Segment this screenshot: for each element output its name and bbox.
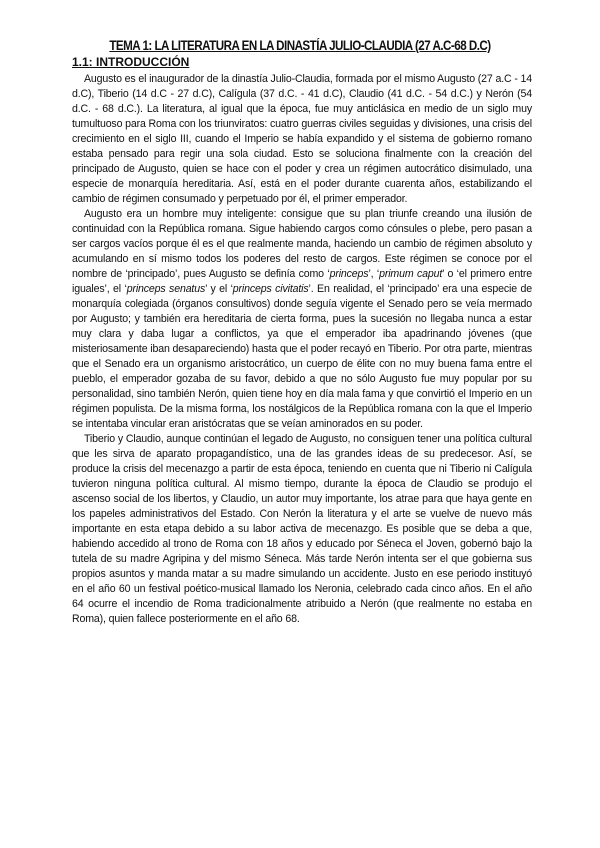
paragraph-2-text-b: ’, ‘ <box>368 268 380 280</box>
paragraph-2-text-c: ’ o ‘el primero entre iguales’, el ‘ <box>72 268 532 295</box>
term-princeps-senatus: princeps senatus <box>126 283 206 295</box>
section-heading: 1.1: INTRODUCCIÓN <box>72 55 190 69</box>
paragraph-2-text-a: Augusto era un hombre muy inteligente: consigue que su plan triunfe creando una ilusión de continuidad con la República romana. Sigue habiendo cargos como cónsules o plebe, pero pasan a ser cargos vacíos porque él es el que realmente manda, haciendo un cambio de régimen absoluto y acumulando en sí mismo todos los poderes del resto de cargos. Este régimen se conoce por el nombre de ‘principado’, pues Augusto se definía como ‘ <box>72 208 532 280</box>
term-primum-caput: primum caput <box>379 268 443 280</box>
term-princeps: princeps <box>329 268 369 280</box>
paragraph-2-text-e: ’. En realidad, el ‘principado’ era una especie de monarquía colegiada (órganos consultivos) donde seguía vigente el Senado pero se veía mermado por Augusto; y también era hereditaria de cierta forma, pues la sucesión no llegaba nunca a estar muy clara y daba lugar a conflictos, ya que el emperador iba apadrinando jóvenes (que misteriosamente iban desapareciendo) hasta que el poder recayó en Tiberio. Por otra parte, mientras que el Senado era un organismo aristocrático, un cuerpo de élite con no muy buena fama entre el pueblo, el emperador gozaba de su favor, debido a que no sólo Augusto fue muy popular por su personalidad, sino también Nerón, quien tiene hoy en día mala fama y que convirtió el Imperio en un régimen populista. De la misma forma, los nostálgicos de la República romana con la que el Imperio se intentaba vincular eran aristócratas que se veían aminorados en su poder. <box>72 283 532 430</box>
paragraph-2 <box>72 207 532 432</box>
paragraph-1: Augusto es el inaugurador de la dinastía Julio-Claudia, formada por el mismo Augusto (27 a.C - 14 d.C), Tiberio (14 d.C - 27 d.C), Calígula (37 d.C. - 41 d.C), Claudio (41 d.C. - 54 d.C.) y Nerón (54 d.C. - 68 d.C.). La literatura, al igual que la época, fue muy anticlásica en medio de un siglo muy tumultuoso para Roma con los triunviratos: cuatro guerras civiles seguidas y divisiones, una crisis del crecimiento en el siglo III, cuando el Imperio se había expandido y el sistema de gobierno romano estaba pensado para regir una sola ciudad. Esto se soluciona finalmente con la creación del principado de Augusto, quien se hace con el poder y crea un régimen autocrático disimulado, una especie de monarquía hereditaria. Así, está en el poder durante cuarenta años, estabilizando el cambio de régimen consumado y perpetuado por él, el primer emperador. <box>72 73 532 205</box>
paragraph-2-text-d: ’ y el ‘ <box>205 283 233 295</box>
document-body <box>72 72 532 627</box>
paragraph-3: Tiberio y Claudio, aunque continúan el legado de Augusto, no consiguen tener una política cultural que les sirva de aparato propagandístico, una de las grandes ideas de su predecesor. Así, se produce la crisis del mecenazgo a partir de esta época, teniendo en cuenta que ni Tiberio ni Calígula tuvieron ninguna política cultural. Al mismo tiempo, durante la época de Claudio se produjo el ascenso social de los libertos, y Claudio, un autor muy importante, los atrae para que haya gente en los papeles administrativos del Estado. Con Nerón la literatura y el arte se vuelve de nuevo más importante en esta etapa debido a su labor activa de mecenazgo. Es posible que se deba a que, habiendo accedido al trono de Roma con 18 años y educado por Séneca el Joven, gobernó bajo la tutela de su madre Agripina y del mismo Séneca. Más tarde Nerón intenta ser el que gobierna sus propios asuntos y manda matar a su madre simulando un accidente. Justo en ese periodo instituyó en el año 60 un festival poético-musical llamado los Neronia, celebrado cada cinco años. En el año 64 ocurre el incendio de Roma tradicionalmente atribuido a Nerón (que realmente no estaba en Roma), quien fallece posteriormente en el año 68. <box>72 433 532 625</box>
term-princeps-civitatis: princeps civitatis <box>232 283 309 295</box>
document-title: TEMA 1: LA LITERATURA EN LA DINASTÍA JULIO-CLAUDIA (27 A.C-68 D.C) <box>109 38 491 53</box>
